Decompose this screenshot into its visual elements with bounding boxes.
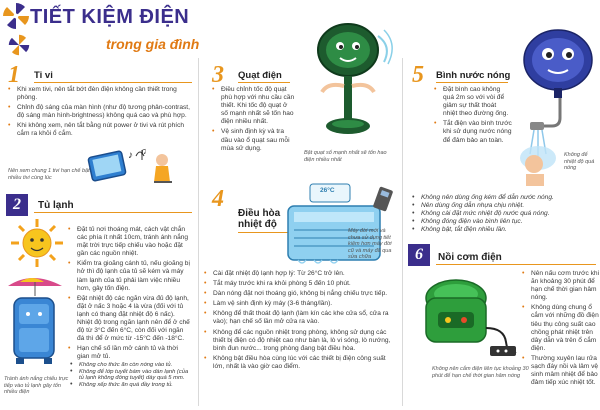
fan-tips [212, 86, 296, 155]
section-title-heater: Bình nước nóng [436, 70, 511, 81]
list-item: • Không cho thức ăn còn nóng vào tủ. [70, 362, 194, 369]
list-item: • Đặt bình cao không quá 2m so với vòi để giảm sự thất thoát nhiệt theo đường ống. [434, 86, 512, 118]
list-item: • Không để lớp tuyết bám vào dàn lạnh (của tủ lạnh không đóng tuyết) dày quá 5 mm. [70, 369, 194, 382]
list-item: • Điều chỉnh tốc độ quạt phù hợp với nhu cầu cần thiết. Khi tốc độ quạt ở số mạnh nhất sẽ tốn hao điện nhiều nhất. [212, 86, 296, 126]
column-divider [402, 58, 403, 406]
svg-text:♫: ♫ [140, 146, 147, 156]
water-heater-illustration [518, 20, 598, 100]
column-middle [200, 0, 400, 410]
list-item: • Không để các nguồn nhiệt trong phòng, không sử dụng các thiết bị điện có độ nhiệt cao như bàn là, lò vi sóng, lò nướng, bình đun nước... trong phòng đang bật điều hòa. [204, 329, 398, 353]
fridge-caption: Tránh ánh nắng chiếu trực tiếp vào tủ lạnh gây tốn nhiều điện [4, 376, 69, 395]
tv-illustration [76, 144, 188, 190]
page-subtitle: trong gia đình [106, 36, 200, 52]
column-right [404, 0, 600, 410]
tv-tips [8, 86, 190, 141]
section-number: 2 [6, 194, 28, 216]
list-item: • Vệ sinh định kỳ và tra dầu vào ổ quạt sau mỗi mùa sử dụng. [212, 128, 296, 152]
pinwheel-icon [8, 34, 30, 56]
sun-icon [8, 218, 66, 268]
list-item: • Cài đặt nhiệt độ lạnh hợp lý: Từ 26°C trở lên. [204, 270, 398, 278]
list-item: • Thường xuyên lau rửa sạch đáy nồi và lâm vệ sinh mâm nhiệt để bảo đảm tiếp xúc nhiệt tốt. [522, 355, 600, 387]
column-left [0, 0, 200, 410]
list-item: • Dàn nóng đặt nơi thoáng gió, không bị nắng chiếu trực tiếp. [204, 290, 398, 298]
cooker-caption: Không nên cắm điện liên tục khoảng 30 phút để hạn chế thời gian hâm nóng [432, 366, 529, 379]
list-item: • Không xếp thức ăn quá đầy trong tủ. [70, 382, 194, 389]
list-item: • Nên nấu cơm trước khi ăn khoảng 30 phút để hạn chế thời gian hâm nóng. [522, 270, 600, 302]
divider [34, 212, 192, 213]
ac-caption: Máy đời mới và chưa sử dụng tiết kiệm hơn máy đời cũ và máy đã qua sửa chữa [348, 228, 392, 260]
list-item: • Không cài đặt mức nhiệt độ nước quá nóng. [412, 210, 598, 218]
temperature-display: 26°C [320, 187, 335, 194]
section-title-fan: Quạt điện [238, 70, 282, 81]
section-title-ac-line2: nhiệt độ [238, 219, 277, 230]
list-item: • Không để thất thoát độ lạnh (làm kín các khe cửa sổ, cửa ra vào); hạn chế số lần mở cửa ra vào. [204, 310, 398, 326]
divider [436, 264, 596, 265]
list-item: • Tắt điện vào bình trước khi sử dụng nước nóng để đảm bảo an toàn. [434, 120, 512, 144]
rice-cooker-illustration [410, 268, 522, 366]
divider [34, 82, 192, 83]
fan-caption: Bật quạt số mạnh nhất sẽ tốn hao điện nhiều nhất [304, 150, 387, 163]
fridge-extra-tips [70, 362, 194, 388]
list-item: • Không bật, tắt điện nhiều lần. [412, 226, 598, 234]
heater-extra-tips [412, 194, 598, 234]
fridge-illustration [2, 272, 68, 370]
divider [238, 232, 290, 233]
section-number: 1 [8, 62, 20, 88]
list-item: • Không bật điều hòa cùng lúc với các thiết bị điện công suất lớn, nhất là vào giờ cao điểm. [204, 355, 398, 371]
svg-text:♪: ♪ [128, 150, 133, 161]
cooker-tips [522, 270, 600, 389]
list-item: • Khi xem tivi, nên tắt bớt đèn điện không cần thiết trong phòng. [8, 86, 190, 102]
ac-tips [204, 270, 398, 373]
section-title-ac: Điều hòa [238, 208, 281, 219]
fan-illustration [300, 16, 398, 148]
section-number: 3 [212, 62, 224, 88]
fridge-tips [68, 226, 192, 364]
list-item: • Kiểm tra gioăng cánh tủ, nếu gioăng bị hở thì độ lạnh của tủ sẽ kém và máy làm lạnh của tủ phải làm việc nhiều hơn, gây tốn điện. [68, 260, 192, 292]
section-title-cooker: Nồi cơm điện [438, 252, 502, 263]
section-title-tv: Ti vi [34, 70, 53, 81]
section-number: 5 [412, 62, 424, 88]
heater-caption: Không để nhiệt độ quá nóng [564, 152, 595, 171]
pinwheel-icon [2, 2, 30, 30]
list-item: • Đặt tủ nơi thoáng mát, cách vật chắn các phía ít nhất 10cm, tránh ánh nắng mặt trời trực tiếp chiếu vào hoặc đặt gần các nguồn nhiệt. [68, 226, 192, 258]
list-item: • Không đóng điện vào bình liên tục. [412, 218, 598, 226]
list-item: • Tắt máy trước khi ra khỏi phòng 5 đến 10 phút. [204, 280, 398, 288]
list-item: • Làm vệ sinh định kỳ máy (3-6 tháng/lần). [204, 300, 398, 308]
list-item: • Không nên dùng ống kém để dẫn nước nóng. [412, 194, 598, 202]
section-number: 6 [408, 244, 430, 266]
section-title-fridge: Tủ lạnh [38, 200, 74, 211]
section-number: 4 [212, 186, 224, 212]
list-item: • Khi không xem, nên tắt bằng nút power ở tivi và rút phích cắm ra khỏi ổ cắm. [8, 122, 190, 138]
list-item: • Không dùng chung ổ cắm với những đồ điện tiêu thụ công suất cao chồng phát nhiệt trên dây dẫn và trên ổ cắm điện. [522, 304, 600, 353]
divider [238, 82, 290, 83]
page-title: TIẾT KIỆM ĐIỆN [30, 6, 190, 28]
list-item: • Nên dùng ống dẫn nhựa chịu nhiệt. [412, 202, 598, 210]
shower-illustration [500, 98, 600, 190]
list-item: • Hạn chế số lần mở cánh tủ và thời gian mở tủ. [68, 345, 192, 361]
divider [436, 82, 508, 83]
column-divider [198, 58, 199, 406]
tv-caption: Nên xem chung 1 tivi hạn chế bật nhiều tivi cùng lúc [8, 168, 90, 181]
list-item: • Đặt nhiệt độ các ngăn vừa đủ độ lạnh, đặt ở nấc 3 hoặc 4 là vừa (đối với tủ lạnh có thang đặt nhiệt độ 6 nấc). Nhiệt độ trong ngăn lạnh nên để ở chế độ từ 3°C đến 6°C, còn đối với ngăn đá thì để ở mức từ -15°C đến -18°C. [68, 295, 192, 344]
list-item: • Chỉnh độ sáng của màn hình (như độ tương phản-contrast, độ sáng màn hình-brightness) không quá cao và phù hợp. [8, 104, 190, 120]
